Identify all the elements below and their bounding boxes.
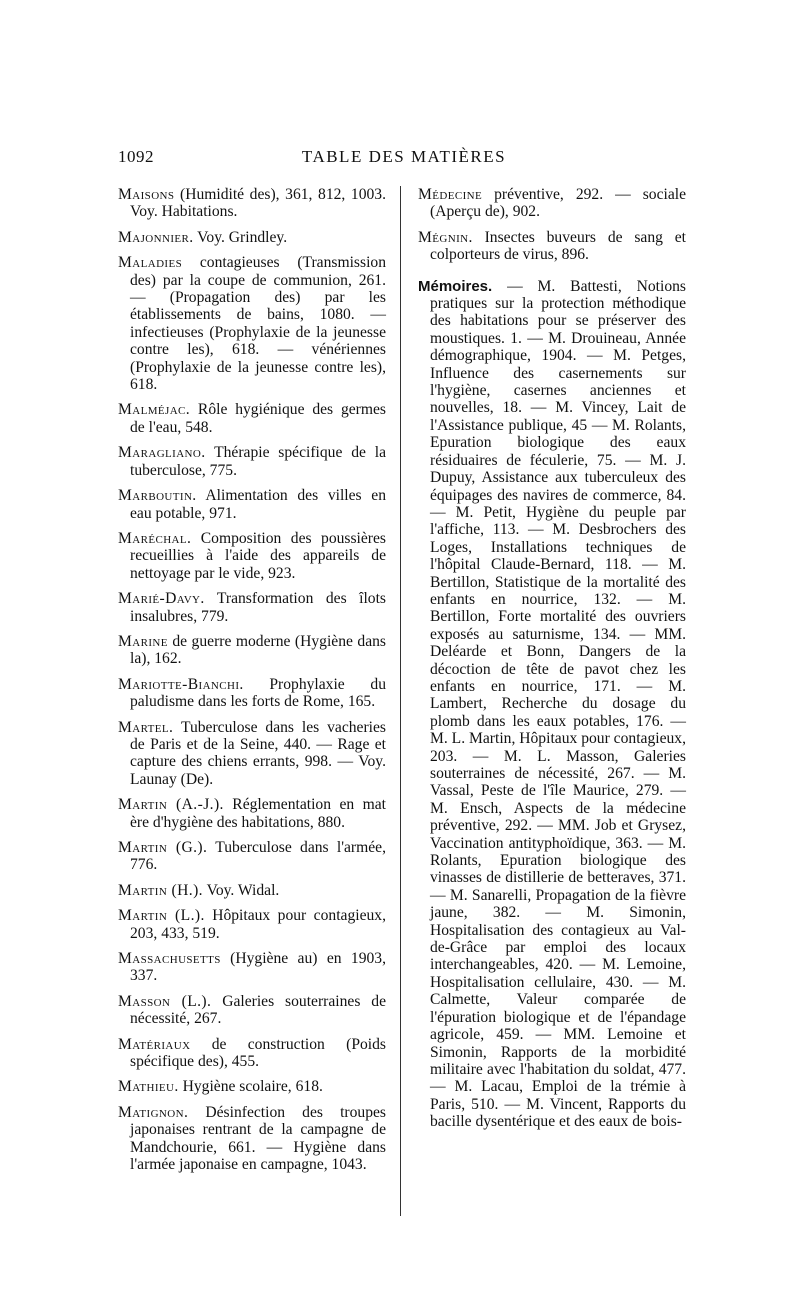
index-entry [118, 882, 386, 899]
entry-text: Insectes buveurs de sang et colporteurs de virus, 896. [430, 228, 686, 264]
entry-text: Rôle hygiénique des germes de l'eau, 548. [130, 401, 386, 436]
index-entry [118, 229, 386, 246]
entry-text: Tuberculose dans l'armée, 776. [130, 839, 386, 874]
index-entry [118, 676, 386, 711]
entry-heading: Mathieu. [118, 1078, 179, 1096]
entry-text: Tuberculose dans les vacheries de Paris et de la Seine, 440. — Rage et capture des chiens errants, 998. — Voy. Launay (De). [130, 718, 386, 788]
entry-heading: Massachusetts [118, 950, 221, 968]
entry-heading: Majonnier. [118, 228, 194, 246]
index-entry [418, 186, 686, 221]
entry-heading: Matignon. [118, 1103, 189, 1121]
entry-heading: Martin (H.). [118, 881, 203, 899]
index-entry [118, 839, 386, 874]
entry-text: Hygiène scolaire, 618. [178, 1078, 323, 1096]
entry-text: Composition des poussières recueillies à l'aide des appareils de nettoyage par le vide, 923. [130, 529, 386, 582]
entry-heading: Martin (G.). [118, 839, 208, 856]
entry-text: Voy. Grindley. [193, 228, 288, 246]
entry-heading: Mariotte-Bianchi. [118, 675, 244, 693]
index-entry [118, 254, 386, 393]
index-entry [118, 186, 386, 221]
index-entry [418, 278, 686, 1131]
index-entry [118, 401, 386, 436]
entry-text: Hôpitaux pour contagieux, 203, 433, 519. [130, 907, 386, 942]
entry-text: préventive, 292. — sociale (Aperçu de), 902. [430, 186, 686, 221]
entry-text: Prophylaxie du paludisme dans les forts de Rome, 165. [130, 675, 386, 711]
entry-heading: Marboutin. [118, 487, 197, 505]
entry-heading: Maladies [118, 254, 183, 272]
entry-heading: Martin (L.). [118, 907, 205, 925]
running-title: TABLE DES MATIÈRES [301, 147, 507, 166]
entry-text: Thérapie spécifique de la tuberculose, 775. [130, 444, 386, 479]
entry-text: Désinfection des troupes japonaises rentrant de la campagne de Mandchourie, 661. — Hygiène dans l'armée japonaise en campagne, 1043. [130, 1103, 386, 1174]
page-number: 1092 [118, 147, 154, 166]
entry-text: Alimentation des villes en eau potable, 971. [130, 487, 386, 522]
entry-heading: Masson (L.). [118, 992, 212, 1010]
entry-text: Transformation des îlots insalubres, 779. [130, 590, 386, 625]
entry-text: Voy. Widal. [202, 881, 280, 899]
column-divider [400, 186, 401, 1216]
entry-text: de guerre moderne (Hygiène dans la), 162. [130, 632, 386, 668]
page-header [118, 147, 690, 171]
index-entry [118, 590, 386, 625]
index-entry [118, 796, 386, 831]
index-entry [118, 487, 386, 522]
entry-text: (Hygiène au) en 1903, 337. [130, 950, 386, 985]
entry-heading: Martel. [118, 718, 174, 736]
entry-heading: Maréchal. [118, 529, 192, 547]
entry-text: Réglementation en mat ère d'hygiène des habitations, 880. [130, 796, 386, 831]
index-entry [118, 1036, 386, 1071]
entry-heading: Malméjac. [118, 401, 191, 419]
entry-text: contagieuses (Transmission des) par la coupe de communion, 261. — (Propagation des) par les établissements de bains, 1080. — infectieuses (Prophylaxie de la jeunesse contre les), 618. — vénériennes (Prophylaxie de la jeunesse contre les), 618. [130, 254, 386, 394]
index-entry [118, 719, 386, 789]
index-column-right [418, 186, 686, 1139]
entry-heading: Maisons [118, 186, 175, 203]
index-entry [118, 530, 386, 582]
entry-heading: Martin (A.-J.). [118, 796, 224, 814]
index-entry [118, 993, 386, 1028]
index-entry [118, 950, 386, 985]
entry-text: Galeries souterraines de nécessité, 267. [130, 992, 386, 1028]
index-column-left [118, 186, 386, 1182]
index-entry [118, 1078, 386, 1095]
index-entry [118, 633, 386, 668]
entry-text: de construction (Poids spécifique des), 455. [130, 1035, 386, 1071]
entry-heading: Médecine [418, 186, 483, 203]
index-entry [418, 229, 686, 264]
entry-heading: Marié-Davy. [118, 590, 205, 608]
entry-heading: Maragliano. [118, 444, 206, 462]
entry-heading: Mémoires. [418, 277, 493, 295]
index-entry [118, 907, 386, 942]
entry-heading: Mégnin. [418, 228, 473, 246]
entry-heading: Marine [118, 632, 168, 650]
entry-text: (Humidité des), 361, 812, 1003. Voy. Habitations. [130, 186, 386, 221]
entry-text: — M. Battesti, Notions pratiques sur la protection méthodique des habitations pour se préserver des moustiques. 1. — M. Drouineau, Année démographique, 1904. — M. Petges, Influence des casernements sur l'hygiène, casernes anciennes et nouvelles, 18. — M. Vincey, Lait de l'Assistance publique, 45 — M. Rolants, Epuration biologique des eaux résiduaires de féculerie, 75. — M. J. Dupuy, Assistance aux tuberculeux des équipages des navires de commerce, 84. — M. Petit, Hygiène du peuple par l'affiche, 113. — M. Desbrochers des Loges, Installations techniques de l'hôpital Claude-Bernard, 118. — M. Bertillon, Statistique de la mortalité des enfants en nourrice, 132. — M. Bertillon, Forte mortalité des ouvriers exposés au saturnisme, 134. — MM. Deléarde et Bonn, Dangers de la décoction de tête de pavot chez les enfants en nourrice, 171. — M. Lambert, Recherche du dosage du plomb dans les eaux potables, 176. — M. L. Martin, Hôpitaux pour contagieux, 203. — M. L. Masson, Galeries souterraines de nécessité, 267. — M. Vassal, Peste de l'île Maurice, 279. — M. Ensch, Aspects de la médecine préventive, 292. — MM. Job et Grysez, Vaccination antityphoïdique, 363. — M. Rolants, Epuration biologique des vinasses de distillerie de betteraves, 371. — M. Sanarelli, Propagation de la fièvre jaune, 382. — M. Simonin, Hospitalisation des contagieux au Val-de-Grâce par emploi des locaux interchangeables, 420. — M. Lemoine, Hospitalisation cellulaire, 430. — M. Calmette, Valeur comparée de l'épuration biologique et de l'épandage agricole, 459. — MM. Lemoine et Simonin, Rapports de la morbidité militaire avec l'habitation du soldat, 477. — M. Lacau, Emploi de la trémie à Paris, 510. — M. Vincent, Rapports du bacille dysentérique et des eaux de bois- [430, 277, 686, 1131]
index-entry [118, 1104, 386, 1174]
index-entry [118, 444, 386, 479]
entry-heading: Matériaux [118, 1035, 191, 1053]
